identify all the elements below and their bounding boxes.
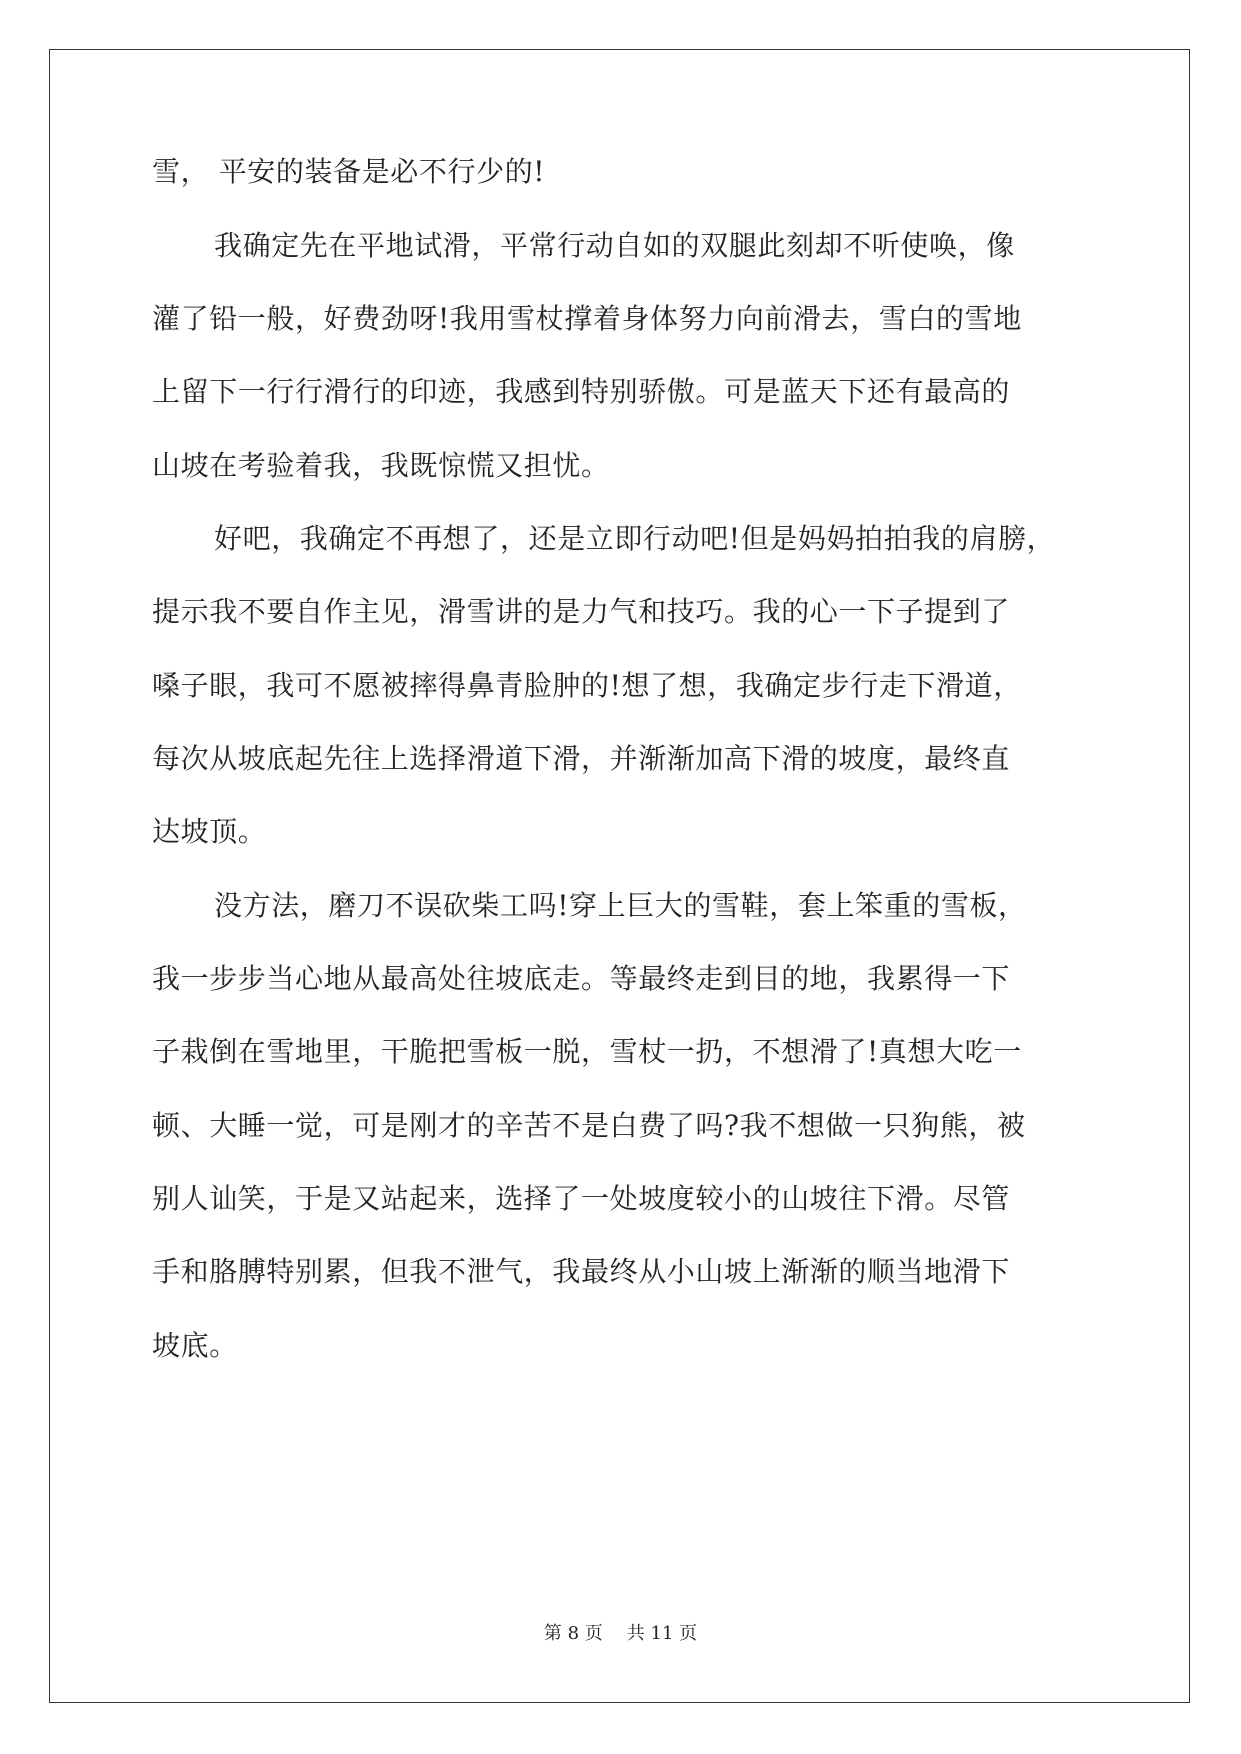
paragraph-start-line: 我确定先在平地试滑，平常行动自如的双腿此刻却不听使唤，像 <box>214 229 1015 262</box>
text-line: 雪， 平安的装备是必不行少的! <box>152 155 546 188</box>
text-line: 顿、大睡一觉，可是刚才的辛苦不是白费了吗?我不想做一只狗熊，被 <box>152 1109 1026 1142</box>
paragraph-start-line: 好吧，我确定不再想了，还是立即行动吧!但是妈妈拍拍我的肩膀， <box>214 522 1056 555</box>
text-line: 手和胳膊特别累，但我不泄气，我最终从小山坡上渐渐的顺当地滑下 <box>152 1255 1011 1288</box>
page-footer <box>0 1622 1241 1646</box>
text-line: 山坡在考验着我，我既惊慌又担忧。 <box>152 449 610 482</box>
text-line: 子栽倒在雪地里，干脆把雪板一脱，雪杖一扔，不想滑了!真想大吃一 <box>152 1035 1022 1068</box>
paragraph-start-line: 没方法，磨刀不误砍柴工吗!穿上巨大的雪鞋，套上笨重的雪板， <box>214 889 1027 922</box>
text-line: 坡底。 <box>152 1329 238 1362</box>
text-line: 上留下一行行滑行的印迹，我感到特别骄傲。可是蓝天下还有最高的 <box>152 375 1011 408</box>
text-line: 每次从坡底起先往上选择滑道下滑，并渐渐加高下滑的坡度，最终直 <box>152 742 1011 775</box>
text-line: 提示我不要自作主见，滑雪讲的是力气和技巧。我的心一下子提到了 <box>152 595 1011 628</box>
text-line: 嗓子眼，我可不愿被摔得鼻青脸肿的!想了想，我确定步行走下滑道， <box>152 669 1022 702</box>
page-border <box>49 49 1190 1703</box>
page-number-total: 共 11 页 <box>626 1623 698 1644</box>
page-number-current: 第 8 页 <box>543 1623 603 1644</box>
text-line: 灌了铅一般，好费劲呀!我用雪杖撑着身体努力向前滑去，雪白的雪地 <box>152 302 1022 335</box>
text-line: 达坡顶。 <box>152 815 267 848</box>
text-line: 我一步步当心地从最高处往坡底走。等最终走到目的地，我累得一下 <box>152 962 1011 995</box>
text-line: 别人讪笑，于是又站起来，选择了一处坡度较小的山坡往下滑。尽管 <box>152 1182 1011 1215</box>
